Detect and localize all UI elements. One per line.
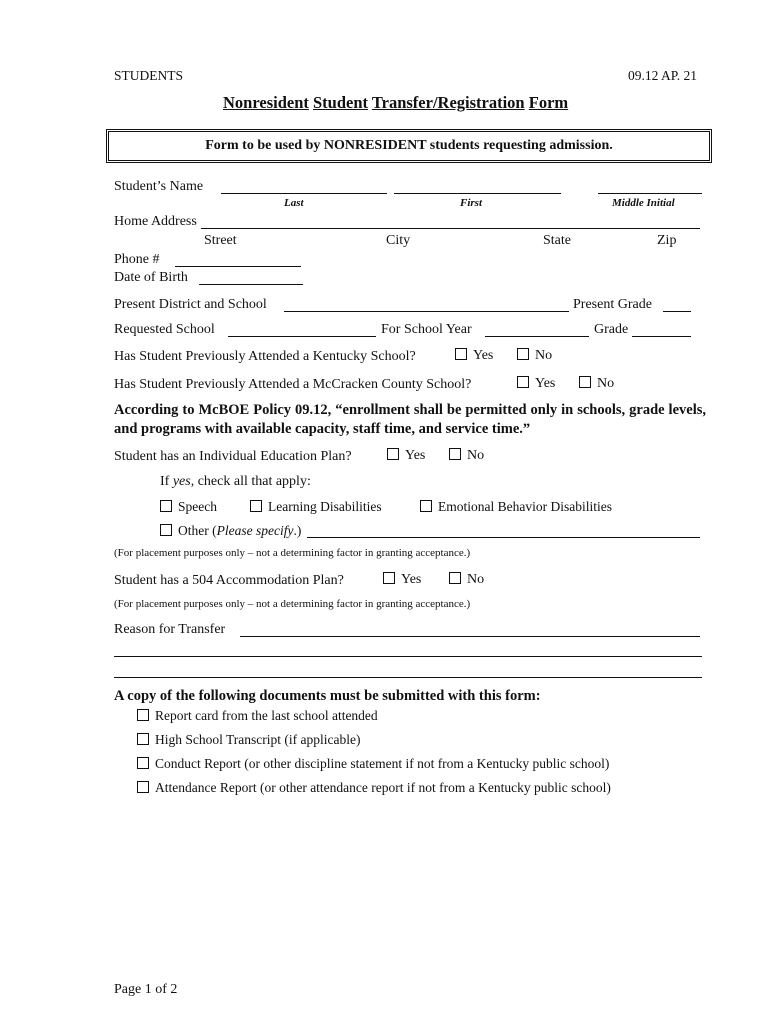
city-caption: City (386, 233, 411, 248)
district-label: Present District and School (114, 297, 267, 312)
student-name-label: Student’s Name (114, 179, 204, 194)
phone-field[interactable] (175, 266, 301, 267)
middle-initial-field[interactable] (598, 193, 702, 194)
first-name-field[interactable] (394, 193, 561, 194)
if-yes-instruction (160, 474, 311, 490)
notice-text: Form to be used by NONRESIDENT students requesting admission. (205, 138, 613, 153)
document-label: Attendance Report (or other attendance report if not from a Kentucky public school) (155, 780, 611, 795)
reason-field-line-2[interactable] (114, 656, 702, 657)
last-name-field[interactable] (221, 193, 387, 194)
placement-note: (For placement purposes only – not a determining factor in granting acceptance.) (114, 598, 471, 610)
document-item[interactable] (137, 756, 609, 772)
grade-field[interactable] (632, 336, 691, 337)
checkbox-icon[interactable] (137, 733, 149, 745)
plan-504-yes-option[interactable] (383, 572, 421, 588)
document-item[interactable] (137, 732, 360, 748)
plan-504-no-option[interactable] (449, 572, 484, 588)
checkbox-icon[interactable] (449, 448, 461, 460)
policy-statement: According to McBOE Policy 09.12, “enrollment shall be permitted only in schools, grade levels, and programs with available capacity, staff time, and service time.” (114, 402, 706, 437)
street-caption: Street (204, 233, 237, 248)
no-label: No (535, 348, 553, 363)
document-label: Report card from the last school attended (155, 708, 378, 723)
present-grade-field[interactable] (663, 311, 691, 312)
checkbox-icon[interactable] (137, 709, 149, 721)
other-specify-field[interactable] (307, 537, 700, 538)
school-year-field[interactable] (485, 336, 589, 337)
kentucky-yes-option[interactable] (455, 348, 493, 364)
checkbox-icon[interactable] (449, 572, 461, 584)
yes-label: Yes (405, 448, 426, 463)
no-label: No (597, 376, 615, 391)
checkbox-icon[interactable] (517, 348, 529, 360)
speech-label: Speech (178, 499, 217, 514)
emotional-behavior-option[interactable] (420, 499, 612, 515)
checkbox-icon[interactable] (137, 781, 149, 793)
zip-caption: Zip (657, 233, 677, 248)
if-yes-word: yes (172, 474, 191, 489)
page-number: Page 1 of 2 (114, 982, 178, 997)
if-yes-prefix: If (160, 474, 173, 489)
iep-yes-option[interactable] (387, 448, 425, 464)
other-option[interactable] (160, 523, 301, 539)
mccracken-question: Has Student Previously Attended a McCracken County School? (114, 377, 472, 392)
iep-question: Student has an Individual Education Plan? (114, 449, 352, 464)
phone-label: Phone # (114, 252, 160, 267)
other-label: Other ( (178, 523, 217, 538)
checkbox-icon[interactable] (517, 376, 529, 388)
checkbox-icon[interactable] (160, 500, 172, 512)
yes-label: Yes (473, 348, 494, 363)
other-specify-label: Please specify (216, 523, 294, 538)
yes-label: Yes (535, 376, 556, 391)
dob-field[interactable] (199, 284, 303, 285)
checkbox-icon[interactable] (250, 500, 262, 512)
reason-field-line-1[interactable] (240, 636, 700, 637)
document-label: High School Transcript (if applicable) (155, 732, 361, 747)
documents-heading: A copy of the following documents must be submitted with this form: (114, 688, 541, 704)
state-caption: State (543, 233, 571, 248)
speech-option[interactable] (160, 499, 217, 515)
notice-box (106, 129, 712, 163)
emotional-behavior-label: Emotional Behavior Disabilities (438, 499, 612, 514)
school-year-label: For School Year (381, 322, 472, 337)
no-label: No (467, 448, 485, 463)
checkbox-icon[interactable] (455, 348, 467, 360)
checkbox-icon[interactable] (137, 757, 149, 769)
home-address-label: Home Address (114, 214, 197, 229)
iep-no-option[interactable] (449, 448, 484, 464)
first-caption: First (460, 197, 483, 209)
present-grade-label: Present Grade (573, 297, 652, 312)
section-divider (114, 677, 702, 678)
plan-504-question: Student has a 504 Accommodation Plan? (114, 573, 344, 588)
page-title (223, 93, 568, 113)
requested-school-label: Requested School (114, 322, 215, 337)
requested-school-field[interactable] (228, 336, 376, 337)
home-address-field[interactable] (201, 228, 700, 229)
middle-initial-caption: Middle Initial (612, 197, 675, 209)
title-word: Nonresident (223, 93, 309, 112)
kentucky-question: Has Student Previously Attended a Kentucky School? (114, 349, 416, 364)
other-close: .) (293, 523, 302, 538)
kentucky-no-option[interactable] (517, 348, 552, 364)
checkbox-icon[interactable] (387, 448, 399, 460)
learning-disabilities-option[interactable] (250, 499, 382, 515)
document-item[interactable] (137, 708, 378, 724)
yes-label: Yes (401, 572, 422, 587)
title-word: Transfer/Registration (371, 93, 525, 112)
last-caption: Last (284, 197, 304, 209)
reason-label: Reason for Transfer (114, 622, 226, 637)
checkbox-icon[interactable] (383, 572, 395, 584)
document-item[interactable] (137, 780, 611, 796)
title-word: Form (528, 93, 569, 112)
district-field[interactable] (284, 311, 569, 312)
learning-disabilities-label: Learning Disabilities (268, 499, 382, 514)
dob-label: Date of Birth (114, 270, 188, 285)
checkbox-icon[interactable] (420, 500, 432, 512)
if-yes-suffix: , check all that apply: (190, 474, 311, 489)
checkbox-icon[interactable] (160, 524, 172, 536)
checkbox-icon[interactable] (579, 376, 591, 388)
no-label: No (467, 572, 485, 587)
grade-label: Grade (594, 322, 629, 337)
mccracken-yes-option[interactable] (517, 376, 555, 392)
mccracken-no-option[interactable] (579, 376, 614, 392)
policy-code: 09.12 AP. 21 (628, 68, 698, 83)
document-label: Conduct Report (or other discipline statement if not from a Kentucky public school) (155, 756, 610, 771)
section-label: STUDENTS (114, 68, 184, 83)
title-word: Student (313, 93, 369, 112)
placement-note: (For placement purposes only – not a determining factor in granting acceptance.) (114, 547, 471, 559)
